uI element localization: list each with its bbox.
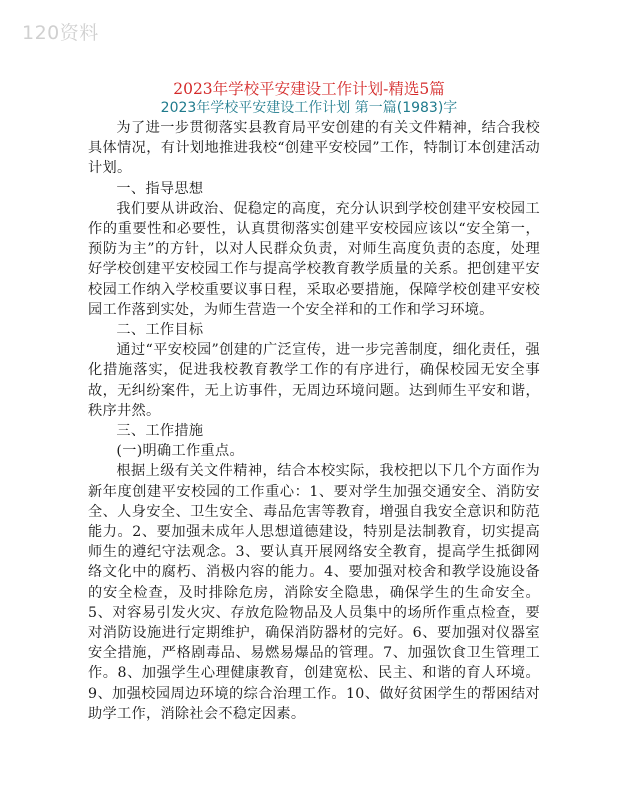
document-body [88, 118, 540, 724]
body-paragraph: 通过“平安校园”创建的广泛宣传，进一步完善制度，细化责任，强化措施落实，促进我校教育教学工作的有序进行，确保校园无安全事故，无纠纷案件，无上访事件，无周边环境问题。达到师生平安和谐，秩序井然。 [88, 342, 540, 419]
body-paragraph: 根据上级有关文件精神，结合本校实际，我校把以下几个方面作为新年度创建平安校园的工作重心：1、要对学生加强交通安全、消防安全、人身安全、卫生安全、毒品危害等教育，增强自我安全意识和防范能力。2、要加强未成年人思想道德建设，特别是法制教育，切实提高师生的遵纪守法观念。3、要认真开展网络安全教育，提高学生抵御网络文化中的腐朽、消极内容的能力。4、要加强对校舍和教学设施设备的安全检查，及时排除危房，消除安全隐患，确保学生的生命安全。5、对容易引发火灾、存放危险物品及人员集中的场所作重点检查，要对消防设施进行定期维护，确保消防器材的完好。6、要加强对仪器室安全措施，严格剧毒品、易燃易爆品的管理。7、加强饮食卫生管理工作。8、加强学生心理健康教育，创建宽松、民主、和谐的育人环境。9、加强校园周边环境的综合治理工作。10、做好贫困学生的帮困结对助学工作，消除社会不稳定因素。 [88, 463, 540, 722]
watermark-logo: 120资料 [22, 22, 99, 44]
body-paragraph: 我们要从讲政治、促稳定的高度，充分认识到学校创建平安校园工作的重要性和必要性，认真贯彻落实创建平安校园应该以“安全第一，预防为主”的方针，以对人民群众负责，对师生高度负责的态度，处理好学校创建平安校园工作与提高学校教育教学质量的关系。把创建平安校园工作纳入学校重要议事日程，采取必要措施，保障学校创建平安校园工作落到实处，为师生营造一个安全祥和的工作和学习环境。 [88, 200, 540, 318]
subsection-heading: (一)明确工作重点。 [116, 443, 244, 460]
document-subtitle: 2023年学校平安建设工作计划 第一篇(1983)字 [160, 100, 458, 116]
section-heading: 二、工作目标 [116, 322, 204, 339]
section-heading: 三、工作措施 [116, 423, 204, 440]
intro-paragraph: 为了进一步贯彻落实县教育局平安创建的有关文件精神，结合我校具体情况，有计划地推进我校“创建平安校园”工作，特制订本创建活动计划。 [88, 120, 540, 177]
section-heading: 一、指导思想 [116, 180, 204, 197]
document-title: 2023年学校平安建设工作计划-精选5篇 [173, 80, 445, 98]
